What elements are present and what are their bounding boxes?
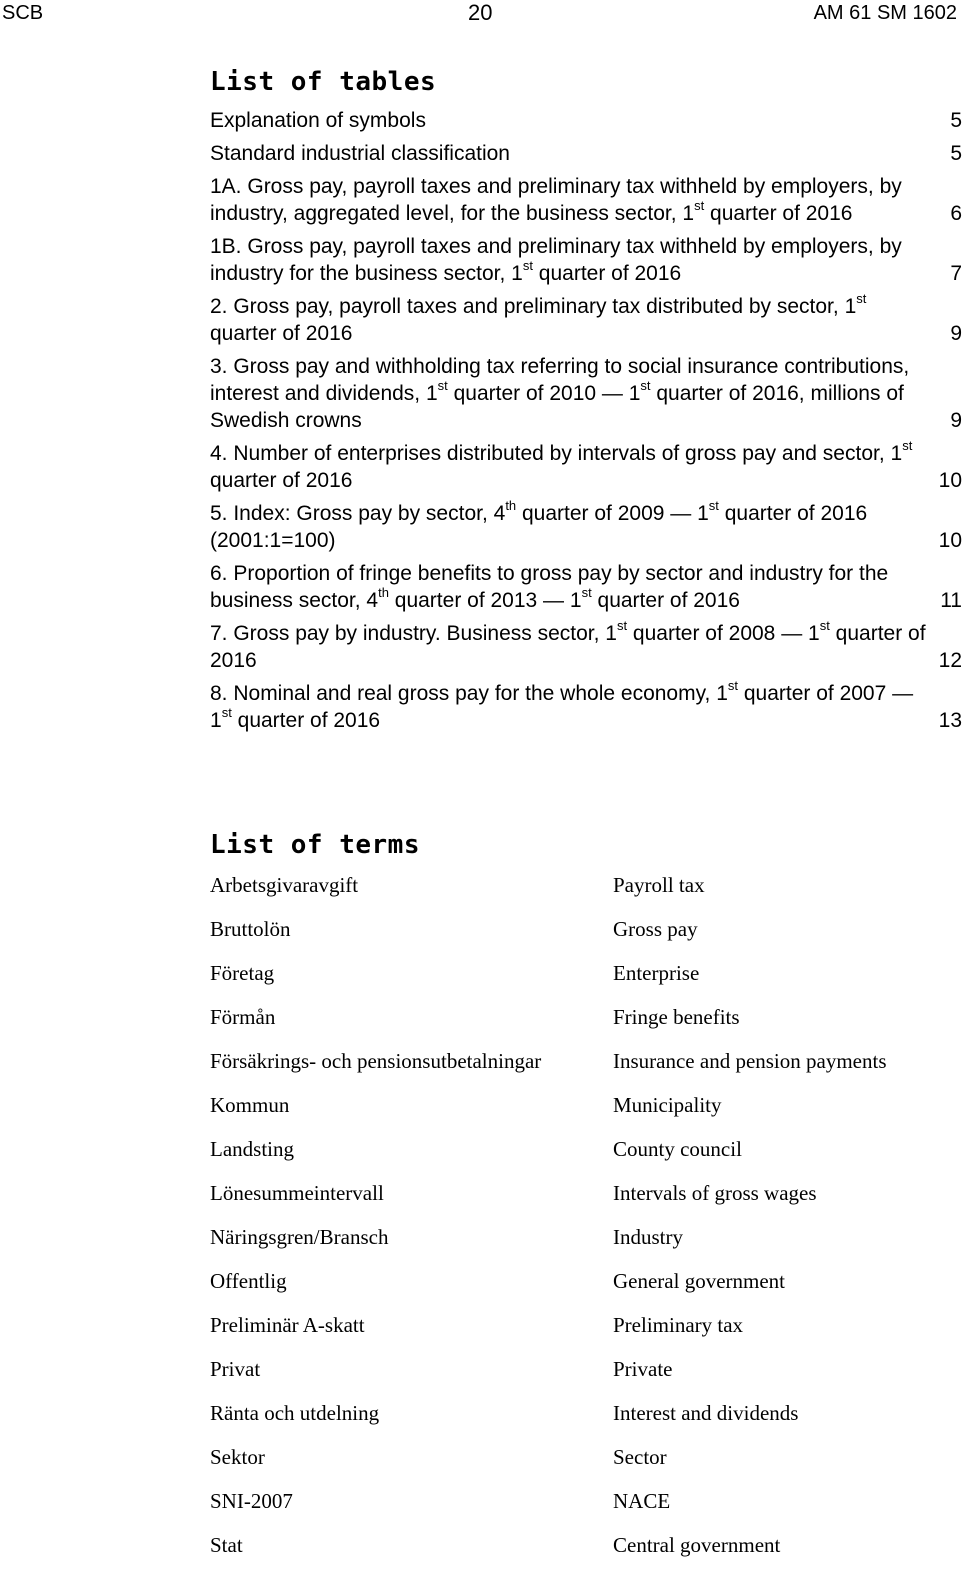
term-swedish: Preliminär A-skatt xyxy=(210,1313,365,1337)
toc-entry-title: 6. Proportion of fringe benefits to gross pay by sector and industry for the business sector, 4th quarter of 2013 — 1st quarter of 2016 xyxy=(210,562,889,612)
term-row xyxy=(210,1092,950,1136)
toc-entry xyxy=(210,293,962,347)
toc-entry-page: 5 xyxy=(950,109,962,132)
toc-entry-title: 2. Gross pay, payroll taxes and preliminary tax distributed by sector, 1st quarter of 2016 xyxy=(210,291,867,345)
toc-entry-page: 10 xyxy=(938,529,962,552)
term-row xyxy=(210,872,950,916)
term-english: Industry xyxy=(613,1225,683,1249)
toc-entry xyxy=(210,140,962,167)
term-english: Insurance and pension payments xyxy=(613,1049,887,1073)
toc-entry-page: 11 xyxy=(940,589,962,612)
toc-entry xyxy=(210,353,962,434)
toc-entry-title: 1A. Gross pay, payroll taxes and preliminary tax withheld by employers, by industry, aggregated level, for the business sector, 1st quarter of 2016 xyxy=(210,175,902,225)
toc-entry xyxy=(210,173,962,227)
term-swedish: Ränta och utdelning xyxy=(210,1401,380,1425)
term-swedish: Näringsgren/Bransch xyxy=(210,1225,389,1249)
terms-list xyxy=(210,872,950,1576)
term-swedish: SNI-2007 xyxy=(210,1489,293,1513)
toc-entry-title: 1B. Gross pay, payroll taxes and preliminary tax withheld by employers, by industry for the business sector, 1st quarter of 2016 xyxy=(210,235,902,285)
toc-entry xyxy=(210,620,962,674)
toc-entry xyxy=(210,680,962,734)
toc-entry-title: Explanation of symbols xyxy=(210,109,426,132)
toc-entry xyxy=(210,107,962,134)
term-swedish: Landsting xyxy=(210,1137,294,1161)
header-org: SCB xyxy=(2,2,44,24)
term-swedish: Bruttolön xyxy=(210,917,291,941)
toc-entry-title: 5. Index: Gross pay by sector, 4th quarter of 2009 — 1st quarter of 2016 (2001:1=100) xyxy=(210,498,868,552)
toc-entry-page: 13 xyxy=(938,709,962,732)
toc-entry-title: 7. Gross pay by industry. Business sector, 1st quarter of 2008 — 1st quarter of 2016 xyxy=(210,618,926,672)
term-english: Preliminary tax xyxy=(613,1313,744,1337)
toc-entry xyxy=(210,440,962,494)
term-row xyxy=(210,1004,950,1048)
term-swedish: Förmån xyxy=(210,1005,276,1029)
list-of-terms-heading: List of terms xyxy=(210,830,420,860)
header-doc-id: AM 61 SM 1602 xyxy=(813,2,957,24)
toc-entry-page: 7 xyxy=(950,262,962,285)
toc-entry-title: 3. Gross pay and withholding tax referring to social insurance contributions, interest and dividends, 1st quarter of 2010 — 1st quarter of 2016, millions of Swedish crowns xyxy=(210,355,910,432)
term-swedish: Försäkrings- och pensionsutbetalningar xyxy=(210,1049,542,1073)
term-row xyxy=(210,1356,950,1400)
toc-entry xyxy=(210,500,962,554)
term-row xyxy=(210,1224,950,1268)
term-row xyxy=(210,1400,950,1444)
term-english: Gross pay xyxy=(613,917,698,941)
term-row xyxy=(210,1488,950,1532)
term-english: Municipality xyxy=(613,1093,722,1117)
page-number: 20 xyxy=(468,0,493,25)
term-row xyxy=(210,1180,950,1224)
term-swedish: Kommun xyxy=(210,1093,290,1117)
toc-entry-title: 4. Number of enterprises distributed by intervals of gross pay and sector, 1st quarter of 2016 xyxy=(210,438,913,492)
toc-entry-page: 9 xyxy=(950,409,962,432)
term-english: Intervals of gross wages xyxy=(613,1181,817,1205)
term-swedish: Offentlig xyxy=(210,1269,287,1293)
term-english: Private xyxy=(613,1357,673,1381)
term-english: NACE xyxy=(613,1489,671,1513)
term-english: Interest and dividends xyxy=(613,1401,799,1425)
term-row xyxy=(210,1136,950,1180)
toc-entry-title: Standard industrial classification xyxy=(210,142,510,165)
term-english: County council xyxy=(613,1137,742,1161)
term-row xyxy=(210,960,950,1004)
term-english: Enterprise xyxy=(613,961,700,985)
term-english: General government xyxy=(613,1269,786,1293)
toc-entry-page: 6 xyxy=(950,202,962,225)
term-swedish: Privat xyxy=(210,1357,261,1381)
term-row xyxy=(210,1532,950,1576)
term-row xyxy=(210,1444,950,1488)
toc-entry xyxy=(210,233,962,287)
list-of-tables-heading: List of tables xyxy=(210,67,437,97)
term-english: Sector xyxy=(613,1445,667,1469)
page-header xyxy=(0,0,960,30)
table-of-contents xyxy=(210,107,962,740)
term-swedish: Arbetsgivaravgift xyxy=(210,873,359,897)
term-row xyxy=(210,1048,950,1092)
toc-entry-page: 5 xyxy=(950,142,962,165)
toc-entry xyxy=(210,560,962,614)
term-english: Central government xyxy=(613,1533,781,1557)
toc-entry-page: 12 xyxy=(938,649,962,672)
toc-entry-page: 9 xyxy=(950,322,962,345)
term-swedish: Sektor xyxy=(210,1445,265,1469)
toc-entry-title: 8. Nominal and real gross pay for the whole economy, 1st quarter of 2007 — 1st quarter of 2016 xyxy=(210,678,914,732)
term-row xyxy=(210,1312,950,1356)
term-english: Fringe benefits xyxy=(613,1005,740,1029)
term-swedish: Företag xyxy=(210,961,275,985)
term-swedish: Lönesummeintervall xyxy=(210,1181,384,1205)
term-swedish: Stat xyxy=(210,1533,243,1557)
term-english: Payroll tax xyxy=(613,873,705,897)
term-row xyxy=(210,916,950,960)
term-row xyxy=(210,1268,950,1312)
toc-entry-page: 10 xyxy=(938,469,962,492)
